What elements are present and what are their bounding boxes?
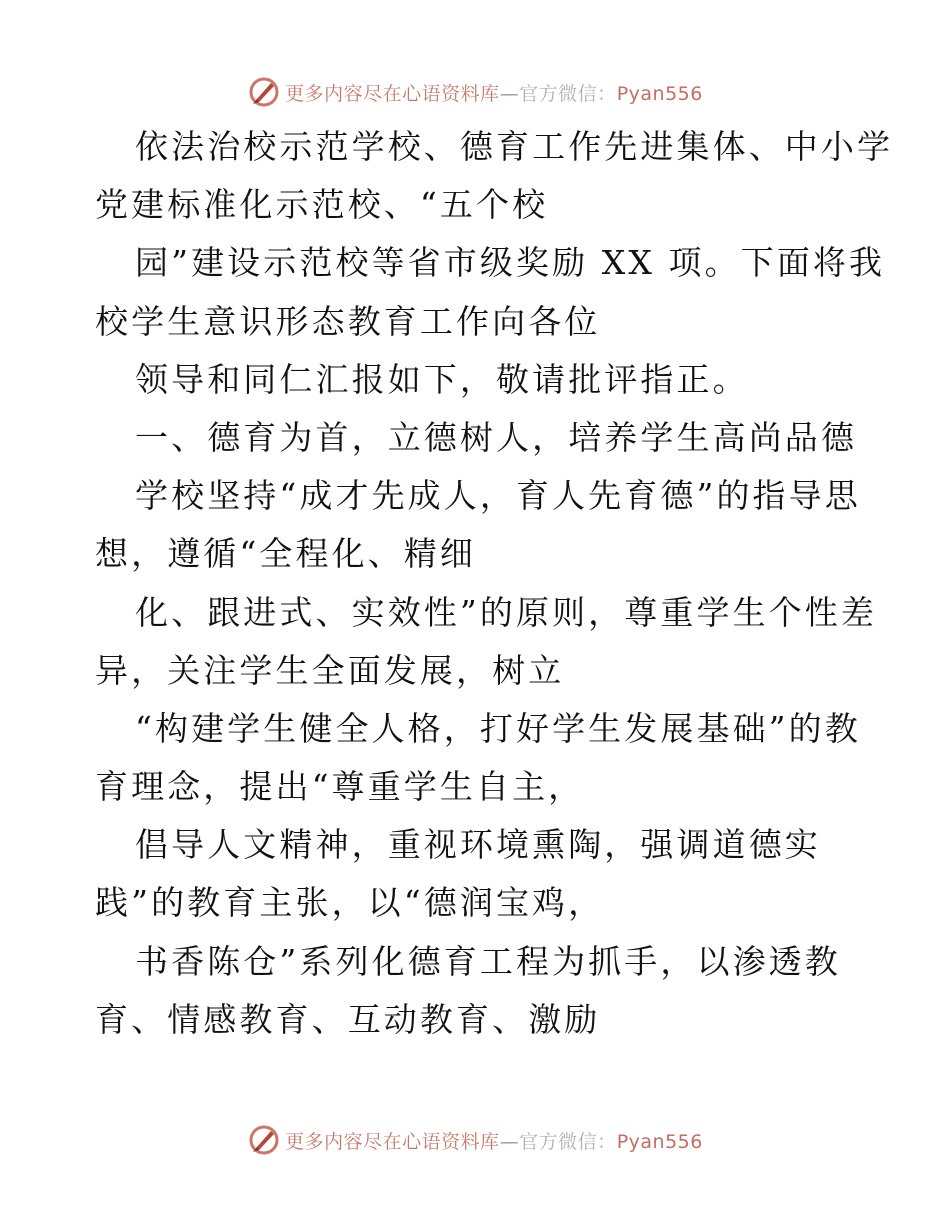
paragraph-line: 书香陈仓”系列化德育工程为抓手，以渗透教 [135,941,841,981]
paragraph-line: 倡导人文精神，重视环境熏陶，强调道德实 [135,825,821,865]
header-watermark [0,72,950,112]
paragraph-line: 校学生意识形态教育工作向各位 [95,301,601,341]
paragraph-line: 育、情感教育、互动教育、激励 [95,999,601,1039]
paragraph-line: 园”建设示范校等省市级奖励 XX 项。下面将我 [135,243,886,283]
paragraph-line: 践”的教育主张，以“德润宝鸡， [95,883,605,923]
paragraph-line: 党建标准化示范校、“五个校 [95,185,549,225]
section-heading: 一、德育为首，立德树人，培养学生高尚品德 [135,417,857,457]
paragraph-line: 学校坚持“成才先成人，育人先育德”的指导思 [135,476,861,516]
quill-pen-logo-icon [247,1123,281,1157]
paragraph-line: “构建学生健全人格，打好学生发展基础”的教 [135,708,861,748]
paragraph-line: 依法治校示范学校、德育工作先进集体、中小学 [135,127,894,166]
paragraph-line: 育理念，提出“尊重学生自主， [95,767,585,807]
footer-watermark [0,1120,950,1160]
watermark-text: 更多内容尽在心语资料库—官方微信：Pyan556 [285,1130,703,1153]
paragraph-line: 领导和同仁汇报如下，敬请批评指正。 [135,359,749,399]
paragraph-line: 想，遵循“全程化、精细 [95,534,476,574]
paragraph-line: 异，关注学生全面发展，树立 [95,650,565,690]
quill-pen-logo-icon [247,75,281,109]
paragraph-line: 化、跟进式、实效性”的原则，尊重学生个性差 [135,592,877,632]
watermark-text: 更多内容尽在心语资料库—官方微信：Pyan556 [285,82,703,105]
document-body [95,118,894,1049]
